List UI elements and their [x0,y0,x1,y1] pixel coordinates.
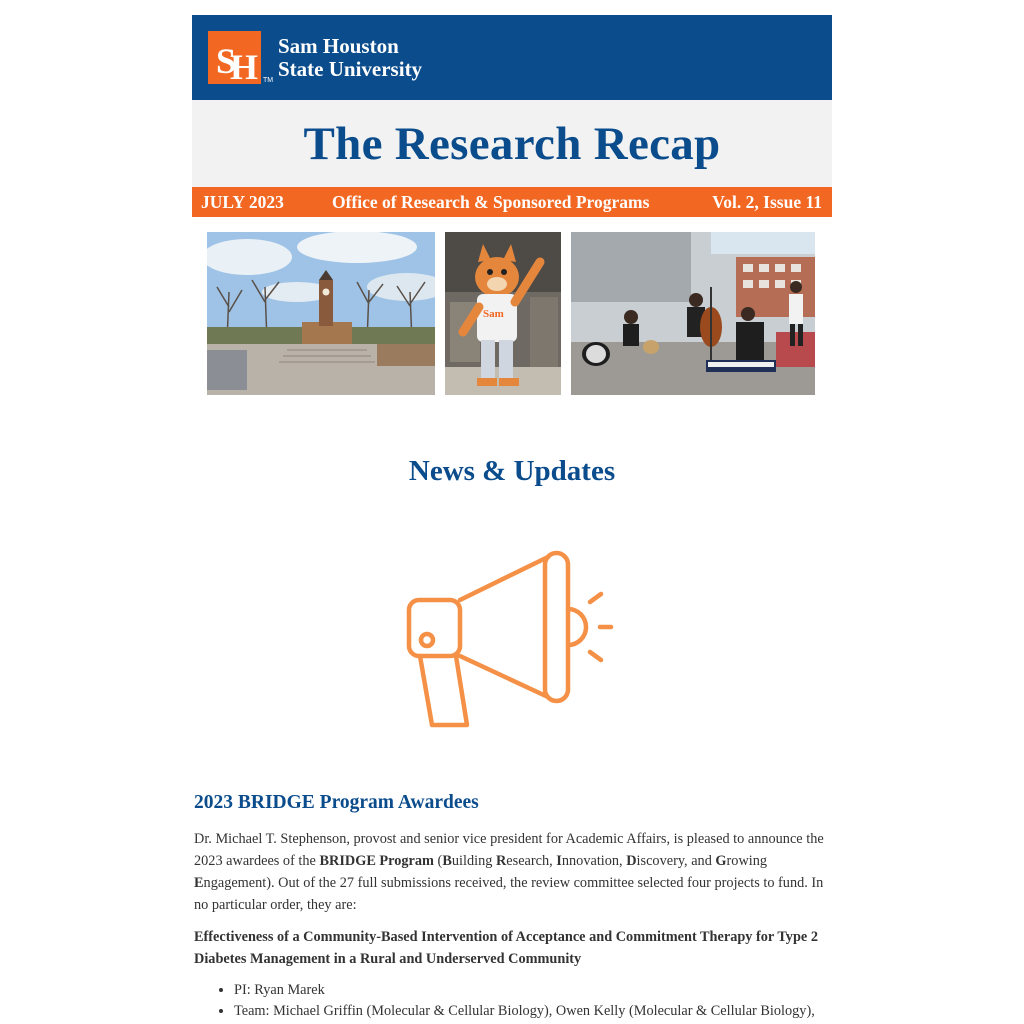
masthead [192,100,832,187]
project-details [194,980,826,1022]
newsletter [192,15,832,395]
jazz-band-photo[interactable] [571,232,815,395]
list-item: • Team: Michael Griffin (Molecular & Cellular Biology), Owen Kelly (Molecular & Cellular Biology), [234,1001,826,1022]
trademark-mark: TM [263,77,274,84]
brand-header [192,15,832,100]
photo-strip [192,217,832,395]
campus-clock-tower-photo[interactable] [207,232,435,395]
sh-monogram-icon [208,31,261,84]
program-name: BRIDGE Program [319,853,434,869]
university-wordmark[interactable] [278,35,422,81]
bearkat-mascot-photo[interactable] [445,232,561,395]
issue-office: Office of Research & Sponsored Programs [332,192,650,212]
university-name-line1: Sam Houston [278,34,399,58]
issue-bar [192,187,832,217]
list-item: • PI: Ryan Marek [234,980,826,1001]
newsletter-title: The Research Recap [303,117,721,170]
project-title: Effectiveness of a Community-Based Intervention of Acceptance and Commitment Therapy for Type 2 Diabetes Management in a Rural and Underserved Community [194,929,818,967]
megaphone-icon [400,545,624,740]
issue-date: JULY 2023 [201,192,284,212]
shsu-logo[interactable] [208,31,261,84]
article-heading: 2023 BRIDGE Program Awardees [194,792,479,813]
article-intro: Dr. Michael T. Stephenson, provost and senior vice president for Academic Affairs, is pleased to announce the 2023 awardees of the BRIDGE Program (Building Research, Innovation, Discovery, and Growing Engagement). Out of the 27 full submissions received, the review committee selected four projects to fund. In no particular order, they are: [194,831,824,913]
university-name-line2: State University [278,57,423,81]
article-bridge-awardees [194,792,826,1022]
section-title: News & Updates [408,455,616,487]
svg-text:H: H [230,47,259,84]
issue-volume: Vol. 2, Issue 11 [712,192,822,212]
svg-text:S: S [216,41,237,81]
svg-text:Sam: Sam [483,308,504,320]
